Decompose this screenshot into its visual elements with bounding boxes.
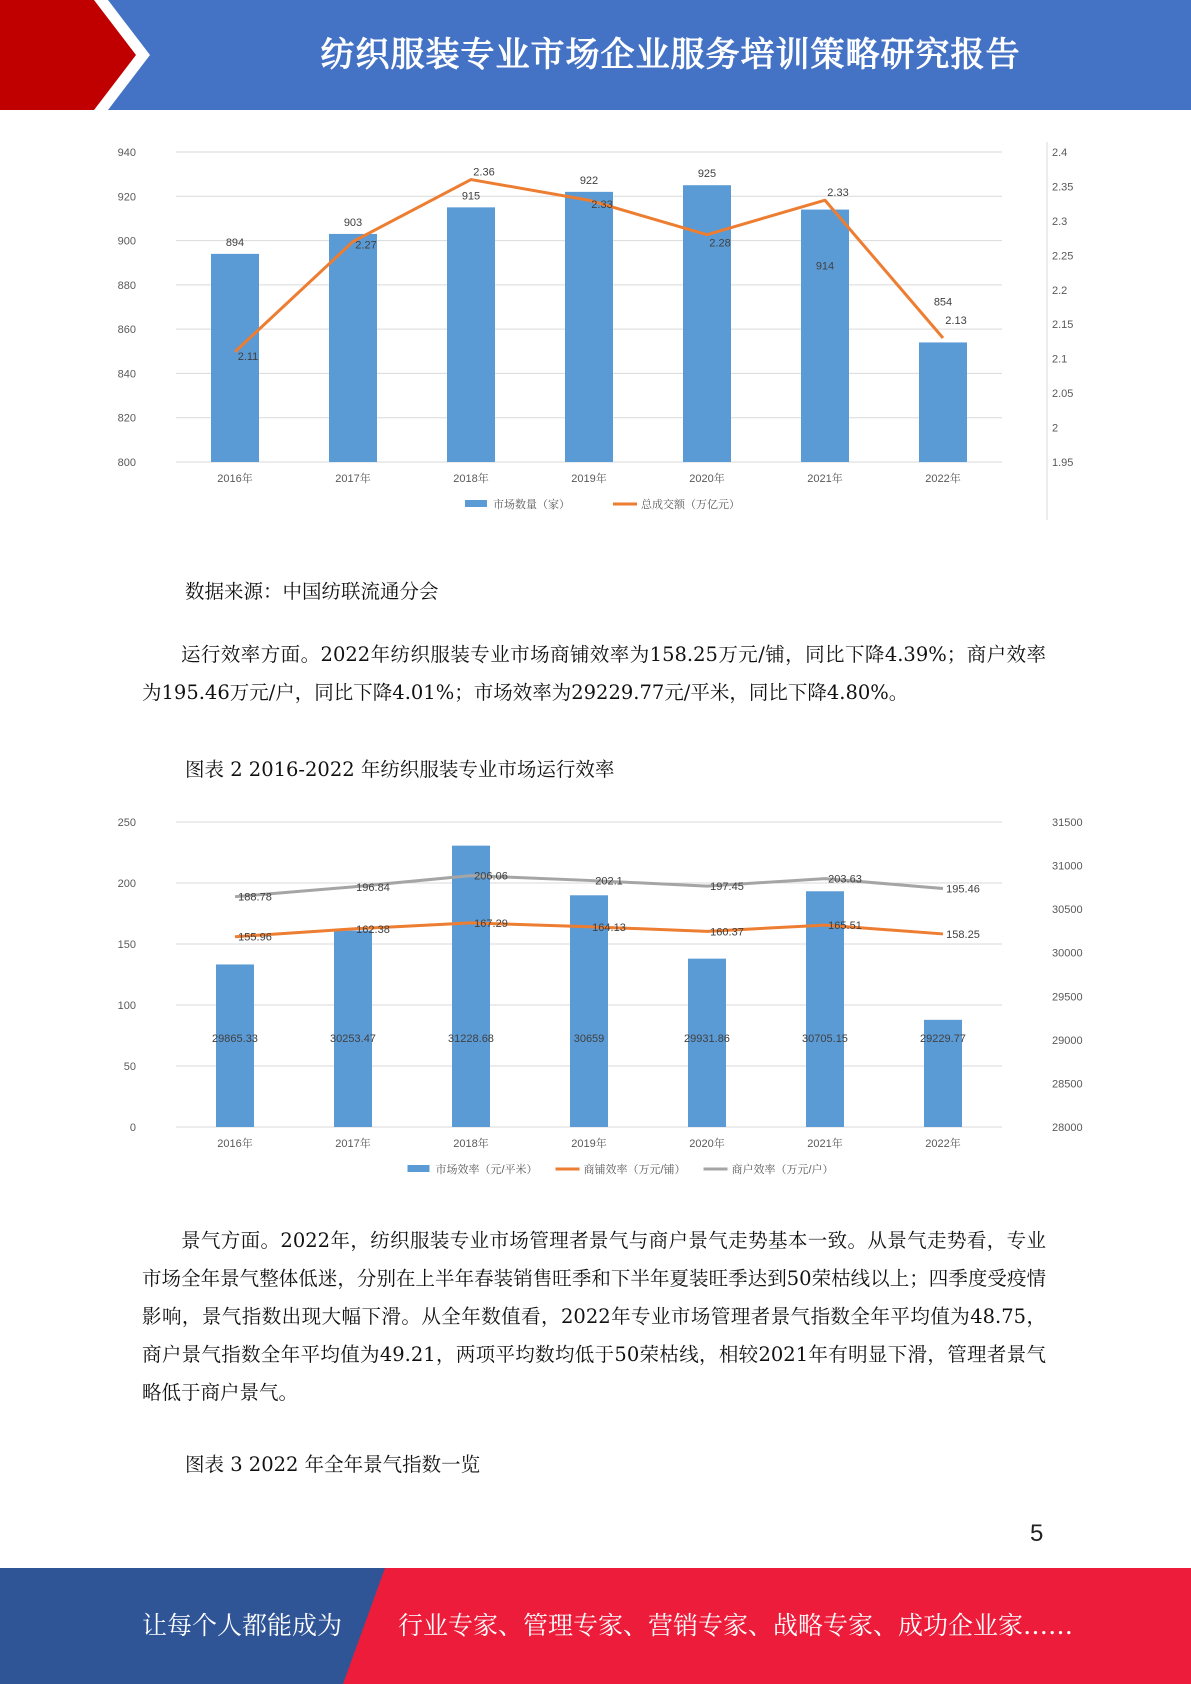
x-tick-label: 2017年 — [335, 473, 371, 485]
data-label: 2.33 — [827, 187, 849, 200]
page-number: 5 — [1030, 1520, 1044, 1547]
bar — [329, 234, 377, 462]
y2-tick-label: 29500 — [1052, 991, 1083, 1004]
efficiency-paragraph: 运行效率方面。2022年纺织服装专业市场商铺效率为158.25万元/铺，同比下降4.39%；商户效率为195.46万元/户，同比下降4.01%；市场效率为29229.77元/平米，同比下降4.80%。 — [142, 643, 1046, 704]
y-tick-label: 150 — [117, 939, 136, 951]
y2-tick-label: 2.35 — [1052, 181, 1074, 194]
footer-slogan-right: 行业专家、管理专家、营销专家、战略专家、成功企业家…… — [398, 1611, 1074, 1640]
data-label: 206.06 — [474, 870, 508, 883]
y2-tick-label: 29000 — [1052, 1034, 1083, 1047]
data-label: 2.28 — [709, 237, 731, 250]
report-title: 纺织服装专业市场企业服务培训策略研究报告 — [320, 35, 1021, 75]
x-tick-label: 2021年 — [807, 1138, 843, 1150]
data-label: 903 — [343, 216, 363, 229]
bar — [216, 964, 254, 1127]
data-label: 188.78 — [238, 891, 272, 904]
y2-tick-label: 2.3 — [1052, 215, 1068, 228]
page-footer — [0, 1568, 1191, 1684]
y-tick-label: 940 — [117, 147, 136, 159]
data-label: 29865.33 — [212, 1033, 258, 1045]
y-tick-label: 860 — [117, 324, 136, 337]
data-label: 30253.47 — [330, 1033, 376, 1045]
y2-tick-label: 28500 — [1052, 1078, 1083, 1091]
x-tick-label: 2019年 — [571, 1138, 607, 1150]
y-tick-label: 900 — [117, 235, 136, 248]
x-tick-label: 2020年 — [689, 473, 725, 485]
y2-tick-label: 2.4 — [1052, 147, 1068, 159]
bar — [801, 210, 849, 462]
data-label: 197.45 — [710, 881, 744, 894]
legend-entry: 总成交额（万亿元） — [641, 499, 740, 511]
y2-tick-label: 2 — [1052, 422, 1059, 435]
x-tick-label: 2022年 — [925, 1138, 961, 1150]
y2-tick-label: 31500 — [1052, 817, 1083, 829]
data-label: 30705.15 — [802, 1033, 848, 1045]
data-label: 2.36 — [473, 166, 495, 179]
sentiment-paragraph: 景气方面。2022年，纺织服装专业市场管理者景气与商户景气走势基本一致。从景气走势看，专业市场全年景气整体低迷，分别在上半年春装销售旺季和下半年夏装旺季达到50荣枯线以上；四季度受疫情影响，景气指数出现大幅下滑。从全年数值看，2022年专业市场管理者景气指数全年平均值为48.75，商户景气指数全年平均值为49.21，两项平均数均低于50荣枯线，相较2021年有明显下滑，管理者景气略低于商户景气。 — [142, 1229, 1046, 1404]
data-label: 29931.86 — [684, 1033, 730, 1045]
data-label: 922 — [579, 174, 599, 187]
bar — [447, 207, 495, 462]
data-label: 2.33 — [591, 199, 613, 212]
figure-2-caption: 图表 2 2016-2022 年纺织服装专业市场运行效率 — [185, 758, 615, 781]
y2-tick-label: 1.95 — [1052, 457, 1074, 469]
x-tick-label: 2016年 — [217, 473, 253, 485]
data-label: 30659 — [573, 1033, 605, 1045]
footer-slogan-left: 让每个人都能成为 — [142, 1611, 343, 1640]
data-label: 203.63 — [828, 873, 862, 886]
bar — [919, 342, 967, 462]
y2-tick-label: 30000 — [1052, 947, 1083, 960]
data-label: 160.37 — [710, 926, 744, 939]
y-tick-label: 200 — [117, 878, 136, 890]
x-tick-label: 2022年 — [925, 473, 961, 485]
y2-tick-label: 2.15 — [1052, 319, 1074, 332]
y2-tick-label: 28000 — [1052, 1122, 1083, 1134]
x-tick-label: 2018年 — [453, 473, 489, 485]
y-tick-label: 880 — [117, 279, 136, 292]
y2-tick-label: 2.25 — [1052, 250, 1074, 263]
legend-entry: 商铺效率（万元/铺） — [583, 1164, 686, 1176]
y-tick-label: 820 — [117, 412, 136, 425]
data-label: 164.13 — [592, 921, 626, 934]
y-tick-label: 50 — [123, 1061, 136, 1073]
x-tick-label: 2020年 — [689, 1138, 725, 1150]
legend-entry: 市场数量（家） — [493, 499, 570, 511]
legend-entry: 商户效率（万元/户） — [731, 1164, 834, 1176]
efficiency-chart — [0, 805, 1191, 1190]
data-label: 195.46 — [946, 883, 980, 896]
data-label: 162.38 — [356, 923, 390, 936]
y2-tick-label: 2.1 — [1052, 353, 1068, 366]
data-source: 数据来源：中国纺联流通分会 — [185, 580, 439, 603]
data-label: 31228.68 — [448, 1033, 494, 1045]
y2-tick-label: 2.2 — [1052, 284, 1068, 297]
data-label: 167.29 — [474, 917, 508, 930]
data-label: 2.27 — [355, 239, 377, 252]
x-tick-label: 2016年 — [217, 1138, 253, 1150]
y2-tick-label: 2.05 — [1052, 388, 1074, 401]
x-tick-label: 2021年 — [807, 473, 843, 485]
data-label: 196.84 — [356, 881, 390, 894]
y2-tick-label: 30500 — [1052, 904, 1083, 917]
y-tick-label: 920 — [117, 191, 136, 204]
legend-swatch — [465, 500, 487, 507]
bar — [334, 931, 372, 1127]
y-tick-label: 840 — [117, 368, 136, 381]
header-arrow-decoration — [0, 0, 160, 110]
y2-tick-label: 31000 — [1052, 860, 1083, 873]
y-tick-label: 250 — [117, 817, 136, 829]
data-label: 155.96 — [238, 931, 272, 944]
bar — [683, 185, 731, 462]
bar — [452, 846, 490, 1127]
data-label: 2.13 — [945, 315, 967, 327]
legend-swatch — [408, 1165, 430, 1172]
page-header — [0, 0, 1191, 110]
data-label: 854 — [933, 296, 953, 309]
x-tick-label: 2019年 — [571, 473, 607, 485]
data-label: 202.1 — [595, 875, 623, 888]
data-label: 29229.77 — [920, 1033, 966, 1045]
bar — [565, 192, 613, 462]
data-label: 914 — [815, 260, 835, 273]
y-tick-label: 800 — [117, 457, 136, 469]
y-tick-label: 0 — [129, 1122, 136, 1134]
x-tick-label: 2017年 — [335, 1138, 371, 1150]
y-tick-label: 100 — [117, 1000, 136, 1012]
legend-entry: 市场效率（元/平米） — [435, 1164, 538, 1176]
data-label: 894 — [225, 236, 245, 249]
data-label: 2.11 — [237, 350, 259, 363]
data-label: 925 — [697, 168, 717, 181]
data-label: 158.25 — [946, 928, 980, 941]
market-count-chart — [0, 135, 1191, 525]
x-tick-label: 2018年 — [453, 1138, 489, 1150]
data-label: 915 — [461, 190, 481, 203]
data-label: 165.51 — [828, 920, 862, 933]
figure-3-caption: 图表 3 2022 年全年景气指数一览 — [185, 1453, 481, 1476]
